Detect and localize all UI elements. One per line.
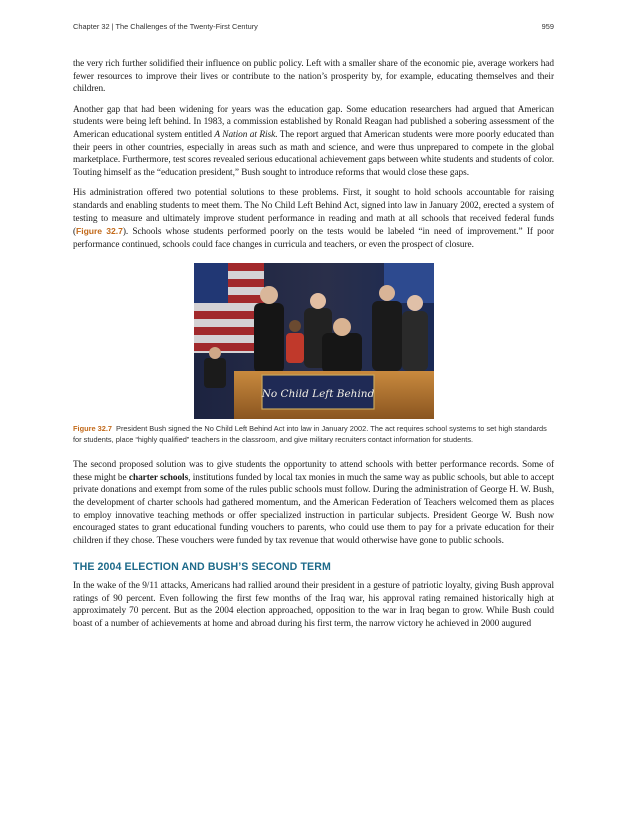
paragraph-3-text-a: His administration offered two potential solutions to these problems. First, it sought to hold schools accountable for raising standards and enabling students to meet them. The No Child Left Behind Act, signed into law in January 2002, erected a system of testing to measure and ultimately improve student performance in reading and math at all schools that received federal funds ( — [73, 188, 554, 238]
paragraph-2 — [73, 104, 554, 180]
key-term-charter-schools: charter schools — [128, 472, 189, 483]
bill-signing-photo — [194, 263, 434, 419]
figure-32-7 — [73, 263, 554, 445]
paragraph-4-text-b: , institutions funded by local tax monies in much the same way as public schools, but able to accept private donations and exempt from some of the rules public schools must follow. During the administration of George H. W. Bush, the development of charter schools had gathered momentum, and the American Federation of Teachers welcomed them as places to employ innovative teaching methods or offer specialized instruction in particular subjects. President George W. Bush now encouraged states to grant educational funding vouchers to parents, who could use them to pay for a private education for their children if they chose. These vouchers were funded by tax revenue that would otherwise have gone to public schools. — [73, 472, 554, 546]
paragraph-5: In the wake of the 9/11 attacks, Americans had rallied around their president in a gesture of patriotic loyalty, giving Bush approval ratings of 90 percent. Even following the first few months of the Iraq war, his approval rating remained historically high at approximately 70 percent. But as the 2004 election approached, opposition to the war in Iraq began to grow. While Bush could boast of a number of achievements at home and abroad during his first term, the narrow victory he achieved in 2000 augured — [73, 581, 554, 630]
figure-caption-text: President Bush signed the No Child Left Behind Act into law in January 2002. The act requires school systems to set high standards for students, place “highly qualified” teachers in the classroom, and give military recruiters contact information for students. — [73, 424, 547, 444]
page-body — [73, 58, 554, 639]
chapter-title: Chapter 32 | The Challenges of the Twenty-First Century — [73, 22, 258, 31]
page-number: 959 — [541, 22, 554, 31]
paragraph-2-text-b: . The report argued that American students were more poorly educated than their peers in other countries, especially in areas such as math and science, and were thus unprepared to compete in the global marketplace. Furthermore, test scores revealed serious educational achievement gaps between white students and students of color. Touting himself as the “education president,” Bush sought to introduce reforms that would close these gaps. — [73, 129, 555, 178]
figure-caption — [73, 424, 554, 445]
paragraph-4-text-a: The second proposed solution was to give students the opportunity to attend schools with better performance records. Some of these might be — [73, 460, 554, 483]
paragraph-1: the very rich further solidified their influence on public policy. Left with a smaller share of the economic pie, average workers had fewer resources to improve their lives or contribute to the nation’s prosperity by, for example, educating themselves and their children. — [73, 59, 554, 95]
figure-label: Figure 32.7 — [73, 424, 113, 434]
figure-reference-link[interactable]: Figure 32.7 — [76, 226, 123, 237]
podium-sign-text: No Child Left Behind — [261, 388, 374, 401]
paragraph-4 — [73, 459, 554, 547]
paragraph-2-text-a: Another gap that had been widening for years was the education gap. Some education researchers had argued that American students were being left behind. In 1983, a commission established by Ronald Reagan had published a sobering assessment of the American educational system entitled — [73, 104, 554, 140]
paragraph-3 — [73, 187, 554, 251]
running-header — [73, 22, 554, 31]
book-title: A Nation at Risk — [214, 129, 276, 140]
paragraph-3-text-b: ). Schools whose students performed poorly on the tests would be labeled “in need of improvement.” If poor performance continued, schools could face changes in curricula and teachers, or even the prospect of closure. — [73, 227, 554, 250]
section-heading: THE 2004 ELECTION AND BUSH’S SECOND TERM — [73, 561, 331, 574]
flag-shape — [194, 263, 264, 353]
